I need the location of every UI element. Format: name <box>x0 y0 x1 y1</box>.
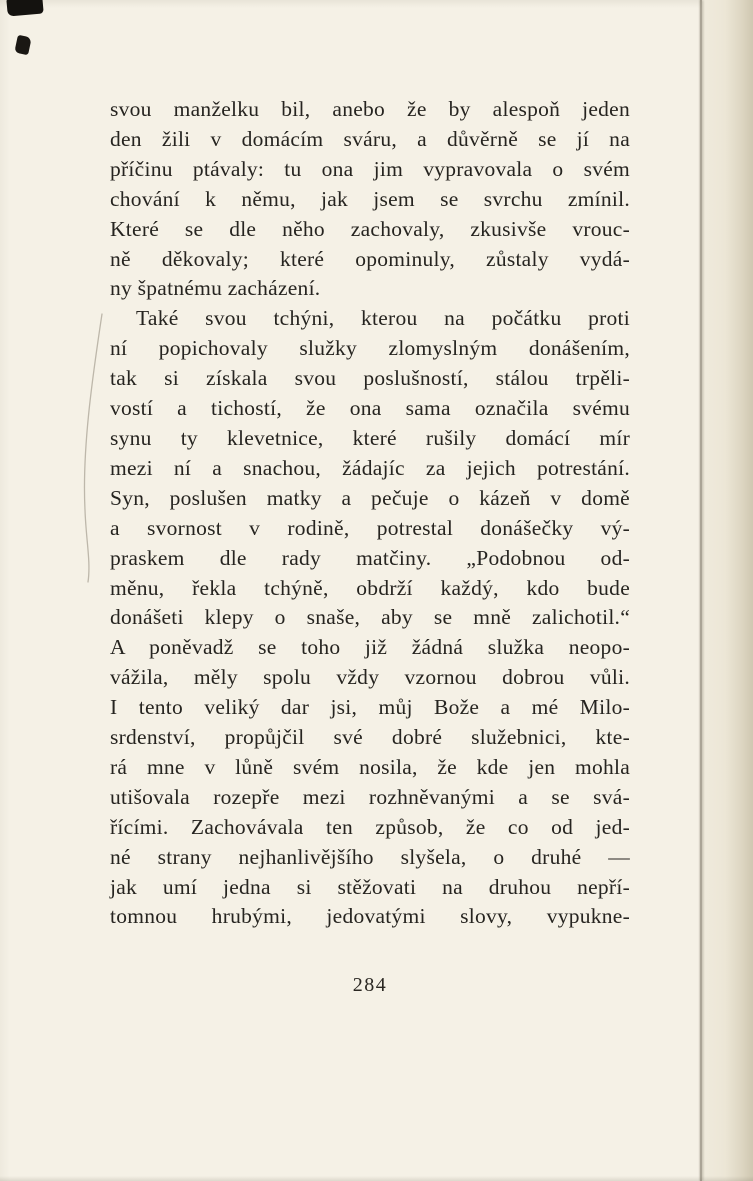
text-line: ně děkovaly; které opominuly, zůstaly vydá- <box>110 246 630 271</box>
text-line: jak umí jedna si stěžovati na druhou nepří- <box>110 874 630 899</box>
text-line: příčinu ptávaly: tu ona jim vypravovala o svém <box>110 156 630 181</box>
text-line: ny špatnému zacházení. <box>110 276 321 301</box>
text-line: Syn, poslušen matky a pečuje o kázeň v domě <box>110 485 630 510</box>
page-text <box>110 95 630 932</box>
text-line: den žili v domácím sváru, a důvěrně se jí na <box>110 126 630 151</box>
text-line: utišovala rozepře mezi rozhněvanými a se svá- <box>110 784 630 809</box>
text-line: ní popichovaly služky zlomyslným donášením, <box>110 336 630 361</box>
bottom-edge-shadow <box>0 1176 753 1181</box>
text-line: Také svou tchýni, kterou na počátku proti <box>136 306 630 331</box>
text-line: tak si získala svou poslušností, stálou trpěli- <box>110 366 630 391</box>
text-line: né strany nejhanlivějšího slyšela, o druhé — <box>110 844 630 869</box>
page-edge-crease <box>700 0 702 1181</box>
paragraph <box>110 304 630 932</box>
text-line: vážila, měly spolu vždy vzornou dobrou vůli. <box>110 665 630 690</box>
text-line: tomnou hrubými, jedovatými slovy, vypukne- <box>110 904 630 929</box>
text-line: chování k němu, jak jsem se svrchu zmínil. <box>110 186 630 211</box>
page-number: 284 <box>352 974 388 996</box>
paragraph <box>110 95 630 304</box>
text-line: vostí a tichostí, že ona sama označila svému <box>110 396 630 421</box>
text-line: měnu, řekla tchýně, obdrží každý, kdo bude <box>110 575 630 600</box>
text-line: donášeti klepy o snaše, aby se mně zalichotil.“ <box>110 605 630 630</box>
text-line: praskem dle rady matčiny. „Podobnou od- <box>110 545 630 570</box>
text-line: srdenství, propůjčil své dobré služebnici, kte- <box>110 725 630 750</box>
text-line: Které se dle něho zachovaly, zkusivše vrouc- <box>110 216 630 241</box>
text-line: A poněvadž se toho již žádná služka neopo- <box>110 635 630 660</box>
text-line: rá mne v lůně svém nosila, že kde jen mohla <box>110 754 630 779</box>
page-edge-shadow <box>702 0 753 1181</box>
text-line: synu ty klevetnice, které rušily domácí mír <box>110 425 630 450</box>
text-line: mezi ní a snachou, žádajíc za jejich potrestání. <box>110 455 630 480</box>
text-line: a svornost v rodině, potrestal donášečky vý- <box>110 515 630 540</box>
text-line: svou manželku bil, anebo že by alespoň jeden <box>110 97 630 121</box>
text-line: řícími. Zachovávala ten způsob, že co od jed- <box>110 814 630 839</box>
text-line: I tento veliký dar jsi, můj Bože a mé Milo- <box>110 695 630 720</box>
